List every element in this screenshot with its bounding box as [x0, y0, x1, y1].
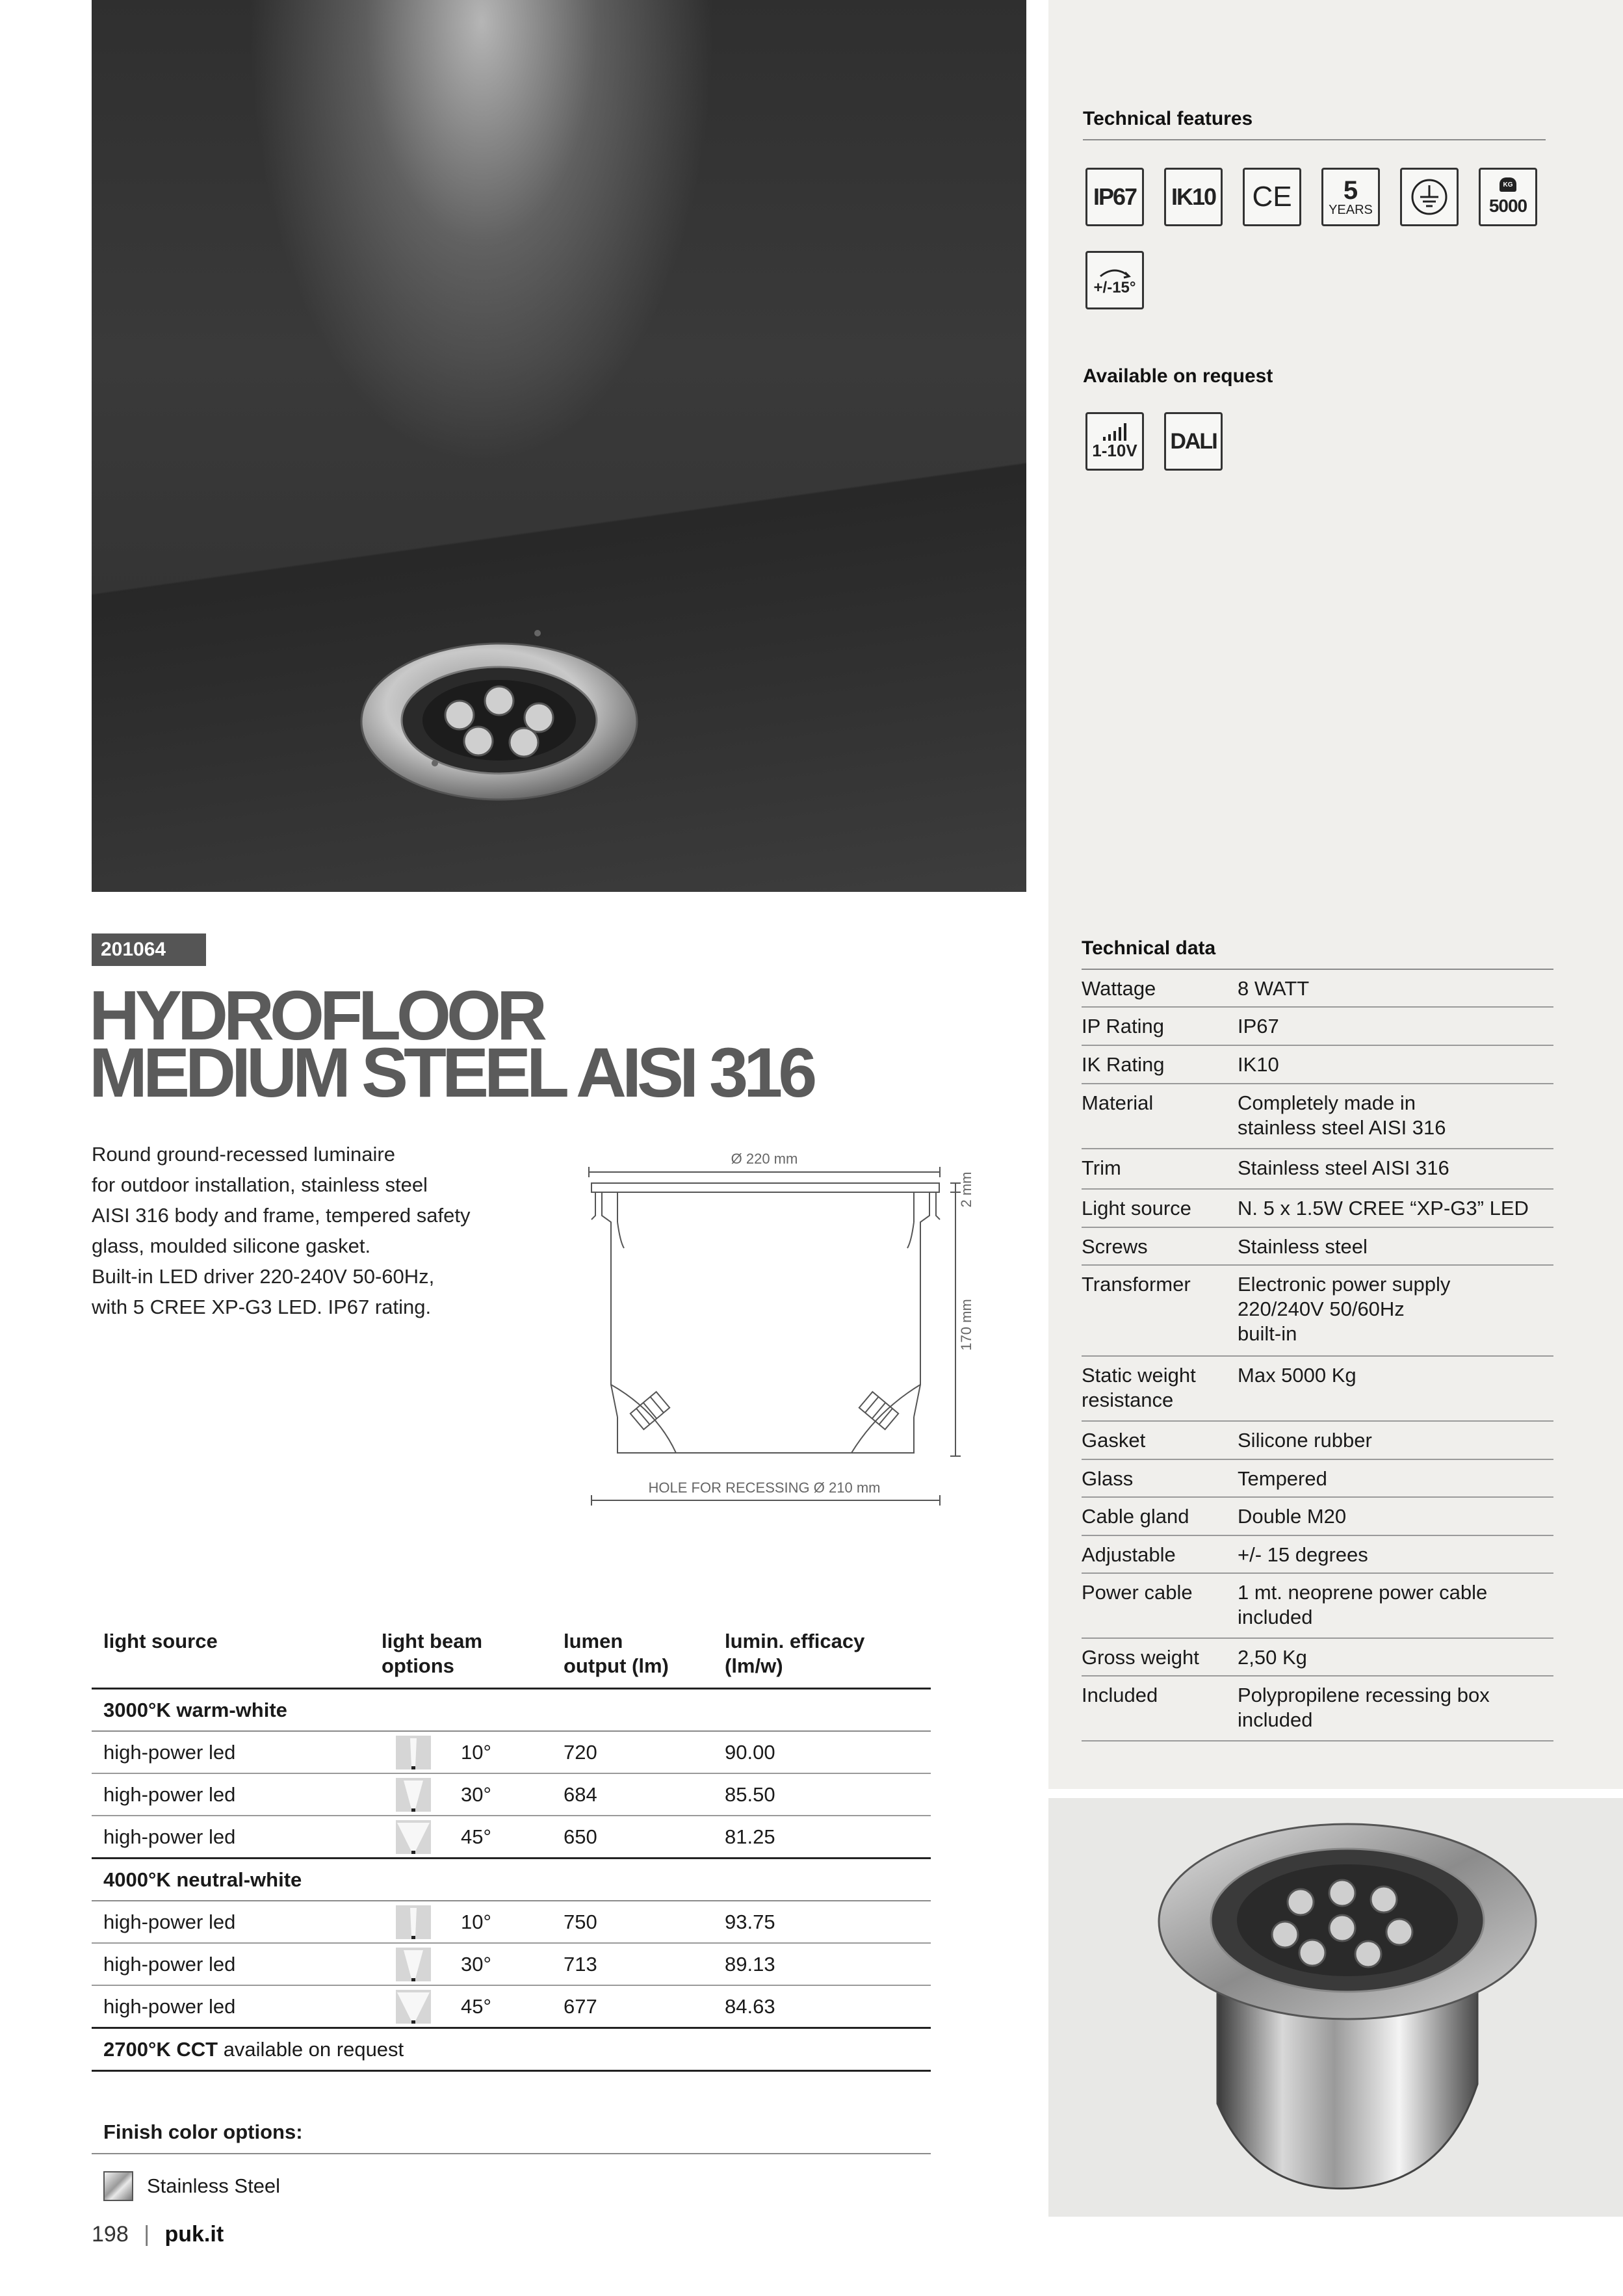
- technical-data-label: Glass: [1082, 1467, 1134, 1490]
- stainless-steel-swatch: [103, 2171, 133, 2201]
- technical-data-value: 8 WATT: [1238, 977, 1310, 1000]
- header-luminous-efficacy: lumin. efficacy (lm/w): [725, 1630, 865, 1677]
- technical-data-row: [1082, 1676, 1553, 1742]
- lumen-output-cell: 750: [564, 1911, 597, 1933]
- beam-angle-icon: [396, 1820, 431, 1854]
- available-on-request-title: Available on request: [1083, 365, 1273, 387]
- light-table-row: [92, 1816, 931, 1859]
- light-table-group-header: 4000°K neutral-white: [92, 1859, 931, 1901]
- technical-data-label: Included: [1082, 1684, 1158, 1706]
- warranty-years-number: 5: [1343, 176, 1358, 205]
- ip-rating-label: IP67: [1093, 183, 1137, 210]
- brand-link[interactable]: puk.it: [164, 2222, 224, 2247]
- technical-data-row: [1082, 970, 1553, 1008]
- dimming-bars: [1102, 423, 1128, 441]
- light-source-cell: high-power led: [103, 1783, 236, 1806]
- technical-data-row: [1082, 1460, 1553, 1498]
- light-source-cell: high-power led: [103, 1825, 236, 1848]
- technical-features-title: Technical features: [1083, 108, 1253, 129]
- technical-data-row: [1082, 1536, 1553, 1574]
- technical-data-row: [1082, 1149, 1553, 1190]
- beam-angle-icon: [396, 1778, 431, 1812]
- tilt-arrow: [1097, 263, 1133, 279]
- light-source-table: [92, 1629, 931, 2072]
- product-title-line-1: HYDROFLOOR: [89, 976, 543, 1054]
- technical-data-row: [1082, 1357, 1553, 1422]
- technical-data-value: 2,50 Kg: [1238, 1646, 1307, 1669]
- efficacy-cell: 84.63: [725, 1995, 775, 2018]
- ip-rating-icon: [1085, 168, 1144, 226]
- technical-drawing: [578, 1131, 981, 1515]
- technical-data-label: Material: [1082, 1091, 1154, 1114]
- beam-angle-cell: 45°: [461, 1825, 491, 1848]
- product-code-badge: 201064: [92, 933, 206, 966]
- technical-data-title: Technical data: [1082, 937, 1553, 970]
- beam-angle-cell: 10°: [461, 1741, 491, 1764]
- flange-thickness-label: 2 mm: [958, 1171, 974, 1208]
- technical-data-row: [1082, 1639, 1553, 1676]
- beam-angle-cell: 45°: [461, 1995, 491, 2018]
- lumen-output-cell: 720: [564, 1741, 597, 1764]
- technical-data-value: Tempered: [1238, 1467, 1327, 1490]
- static-load-icon: [1479, 168, 1537, 226]
- technical-data-row: [1082, 1190, 1553, 1228]
- earth-class-icon: [1400, 168, 1459, 226]
- technical-data-label: Adjustable: [1082, 1543, 1176, 1566]
- technical-data-value: Electronic power supply 220/240V 50/60Hz built-in: [1238, 1273, 1451, 1345]
- header-lumen-output: lumen output (lm): [564, 1630, 669, 1677]
- cct-note: [92, 2029, 931, 2072]
- technical-data-value: Silicone rubber: [1238, 1429, 1372, 1452]
- efficacy-cell: 81.25: [725, 1825, 775, 1848]
- description-line: Round ground-recessed luminaire: [92, 1143, 395, 1166]
- header-light-beam: light beam options: [382, 1630, 483, 1677]
- technical-data-row: [1082, 1266, 1553, 1357]
- cct-note-text: available on request: [218, 2038, 404, 2061]
- description-line: with 5 CREE XP-G3 LED. IP67 rating.: [92, 1296, 432, 1318]
- technical-data-label: Transformer: [1082, 1273, 1191, 1296]
- description-line: AISI 316 body and frame, tempered safety: [92, 1204, 471, 1227]
- footer-separator: |: [144, 2222, 150, 2247]
- hero-photo: [92, 0, 1026, 892]
- earth-symbol: [1410, 177, 1449, 216]
- light-table-row: [92, 1944, 931, 1986]
- warranty-years-label: YEARS: [1329, 203, 1373, 217]
- technical-data-label: Wattage: [1082, 977, 1156, 1000]
- light-table-row: [92, 1732, 931, 1774]
- technical-data-value: +/- 15 degrees: [1238, 1543, 1368, 1566]
- finish-option-label: Stainless Steel: [147, 2174, 281, 2197]
- light-table-body: [92, 1689, 931, 2029]
- product-description: [92, 1139, 560, 1322]
- lumen-output-cell: 684: [564, 1783, 597, 1806]
- page-number: 198: [92, 2222, 129, 2247]
- technical-data-label: Power cable: [1082, 1581, 1193, 1604]
- technical-data-value: IK10: [1238, 1053, 1279, 1076]
- light-table-row: [92, 1986, 931, 2029]
- luminaire-in-floor: [92, 0, 1026, 892]
- light-table-group-header: 3000°K warm-white: [92, 1689, 931, 1732]
- technical-data-label: Trim: [1082, 1156, 1121, 1179]
- light-table-row: [92, 1901, 931, 1944]
- technical-data-row: [1082, 1046, 1553, 1084]
- beam-angle-cell: 10°: [461, 1911, 491, 1933]
- technical-data-row: [1082, 1084, 1553, 1149]
- technical-data-label: IP Rating: [1082, 1015, 1164, 1037]
- hole-label: HOLE FOR RECESSING Ø 210 mm: [648, 1480, 881, 1496]
- ik-rating-label: IK10: [1171, 183, 1216, 210]
- technical-data-label: Light source: [1082, 1197, 1191, 1220]
- technical-data-table: [1082, 937, 1553, 1742]
- dimming-1-10v-icon: [1085, 412, 1144, 471]
- technical-data-label: Gross weight: [1082, 1646, 1199, 1669]
- page-footer: [92, 2222, 224, 2247]
- technical-data-row: [1082, 1498, 1553, 1536]
- efficacy-cell: 85.50: [725, 1783, 775, 1806]
- lumen-output-cell: 650: [564, 1825, 597, 1848]
- product-photo-panel: [1048, 1798, 1623, 2217]
- beam-angle-icon: [396, 1905, 431, 1939]
- cct-note-bold: 2700°K CCT: [103, 2038, 218, 2061]
- light-source-cell: high-power led: [103, 1911, 236, 1933]
- efficacy-cell: 89.13: [725, 1953, 775, 1976]
- adjustable-icon: [1085, 251, 1144, 309]
- light-table-header: [92, 1629, 931, 1689]
- dali-icon: [1164, 412, 1223, 471]
- technical-data-value: Stainless steel AISI 316: [1238, 1156, 1449, 1179]
- warranty-icon: [1321, 168, 1380, 226]
- description-line: for outdoor installation, stainless steel: [92, 1173, 428, 1196]
- technical-data-value: 1 mt. neoprene power cable included: [1238, 1581, 1488, 1628]
- technical-data-rows: [1082, 970, 1553, 1742]
- static-load-label: 5000: [1488, 196, 1527, 216]
- ik-rating-icon: [1164, 168, 1223, 226]
- diameter-label: Ø 220 mm: [731, 1151, 798, 1167]
- technical-data-row: [1082, 1008, 1553, 1046]
- technical-data-value: Double M20: [1238, 1505, 1347, 1528]
- light-source-cell: high-power led: [103, 1953, 236, 1976]
- beam-angle-icon: [396, 1736, 431, 1769]
- technical-data-label: Static weight resistance: [1082, 1364, 1196, 1411]
- technical-data-value: IP67: [1238, 1015, 1279, 1037]
- light-source-cell: high-power led: [103, 1995, 236, 2018]
- product-title-line-2: MEDIUM STEEL AISI 316: [89, 1033, 813, 1112]
- header-light-source: light source: [103, 1630, 218, 1652]
- technical-data-label: Cable gland: [1082, 1505, 1189, 1528]
- description-line: Built-in LED driver 220-240V 50-60Hz,: [92, 1265, 435, 1288]
- ce-mark-icon: [1243, 168, 1301, 226]
- technical-data-row: [1082, 1422, 1553, 1460]
- technical-data-value: Stainless steel: [1238, 1235, 1368, 1258]
- technical-data-value: Completely made in stainless steel AISI 316: [1238, 1091, 1446, 1139]
- height-label: 170 mm: [958, 1299, 974, 1351]
- finish-options-title: Finish color options:: [103, 2120, 303, 2143]
- finish-rule: [92, 2153, 931, 2154]
- technical-data-label: Gasket: [1082, 1429, 1146, 1452]
- dimming-label: 1-10V: [1092, 440, 1137, 460]
- ce-mark-label: CE: [1252, 181, 1292, 213]
- technical-features-rule: [1083, 139, 1546, 140]
- technical-data-label: IK Rating: [1082, 1053, 1165, 1076]
- light-table-row: [92, 1774, 931, 1816]
- product-photo: [1048, 1798, 1623, 2217]
- efficacy-cell: 90.00: [725, 1741, 775, 1764]
- lumen-output-cell: 677: [564, 1995, 597, 2018]
- technical-data-value: Polypropilene recessing box included: [1238, 1684, 1490, 1731]
- beam-angle-icon: [396, 1948, 431, 1981]
- beam-angle-cell: 30°: [461, 1783, 491, 1806]
- efficacy-cell: 93.75: [725, 1911, 775, 1933]
- technical-data-row: [1082, 1228, 1553, 1266]
- technical-data-row: [1082, 1574, 1553, 1639]
- technical-data-value: N. 5 x 1.5W CREE “XP-G3” LED: [1238, 1197, 1529, 1220]
- lumen-output-cell: 713: [564, 1953, 597, 1976]
- description-line: glass, moulded silicone gasket.: [92, 1234, 371, 1257]
- beam-angle-icon: [396, 1990, 431, 2024]
- technical-data-value: Max 5000 Kg: [1238, 1364, 1357, 1387]
- beam-angle-cell: 30°: [461, 1953, 491, 1976]
- weight-symbol: KG: [1500, 177, 1516, 192]
- technical-data-label: Screws: [1082, 1235, 1148, 1258]
- adjustable-label: +/-15°: [1093, 279, 1136, 296]
- light-source-cell: high-power led: [103, 1741, 236, 1764]
- dali-label: DALI: [1170, 428, 1217, 454]
